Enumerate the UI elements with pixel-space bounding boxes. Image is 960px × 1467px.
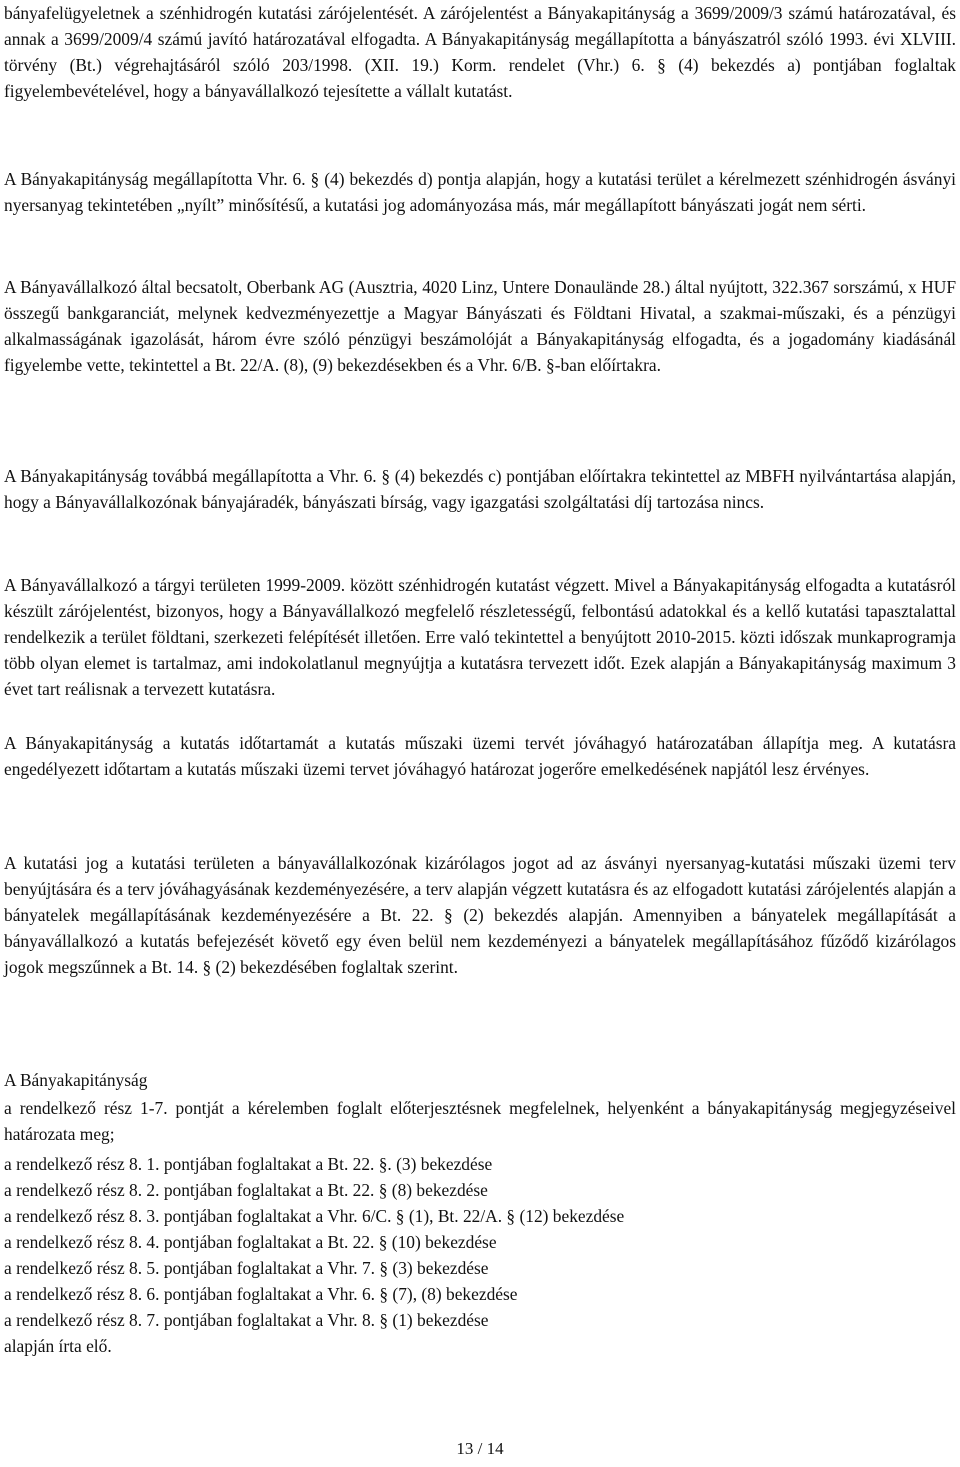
paragraph-3: A Bányavállalkozó által becsatolt, Oberbank AG (Ausztria, 4020 Linz, Untere Donaulände 28.) által nyújtott, 322.367 sorszámú, x HUF összegű bankgaranciát, melynek kedvezményezettje a Magyar Bányászati és Földtani Hivatal, a szakmai-műszaki, és a pénzügyi alkalmasságának igazolását, három évre szóló pénzügyi beszámolóját a Bányakapitányság elfogadta, és a jogadomány kiadásánál figyelembe vette, tekintettel a Bt. 22/A. (8), (9) bekezdésekben és a Vhr. 6/B. §-ban előírtakra. xyxy=(4,277,956,375)
list-item: a rendelkező rész 8. 5. pontjában foglaltakat a Vhr. 7. § (3) bekezdése xyxy=(4,1258,489,1278)
list-item: a rendelkező rész 8. 7. pontjában foglaltakat a Vhr. 8. § (1) bekezdése xyxy=(4,1310,489,1330)
closing-line: alapján írta elő. xyxy=(4,1336,112,1356)
document-page xyxy=(4,0,956,1467)
paragraph-8-heading: A Bányakapitányság xyxy=(4,1070,148,1090)
paragraph-8-body: a rendelkező rész 1-7. pontját a kérelemben foglalt előterjesztésnek megfelelnek, helyenként a bányakapitányság megjegyzéseivel határozata meg; xyxy=(4,1098,956,1144)
paragraph-4: A Bányakapitányság továbbá megállapította a Vhr. 6. § (4) bekezdés c) pontjában előírtakra tekintettel az MBFH nyilvántartása alapján, hogy a Bányavállalkozónak bányajáradék, bányászati bírság, vagy igazgatási szolgáltatási díj tartozása nincs. xyxy=(4,466,956,512)
paragraph-6: A Bányakapitányság a kutatás időtartamát a kutatás műszaki üzemi tervét jóváhagyó határozatában állapítja meg. A kutatásra engedélyezett időtartam a kutatás műszaki üzemi tervet jóváhagyó határozat jogerőre emelkedésének napjától lesz érvényes. xyxy=(4,733,956,779)
list-item: a rendelkező rész 8. 6. pontjában foglaltakat a Vhr. 6. § (7), (8) bekezdése xyxy=(4,1284,518,1304)
list-item: a rendelkező rész 8. 3. pontjában foglaltakat a Vhr. 6/C. § (1), Bt. 22/A. § (12) bekezdése xyxy=(4,1206,625,1226)
list-item: a rendelkező rész 8. 2. pontjában foglaltakat a Bt. 22. § (8) bekezdése xyxy=(4,1180,488,1200)
page-number: 13 / 14 xyxy=(456,1439,504,1458)
list-item: a rendelkező rész 8. 4. pontjában foglaltakat a Bt. 22. § (10) bekezdése xyxy=(4,1232,497,1252)
list-item: a rendelkező rész 8. 1. pontjában foglaltakat a Bt. 22. §. (3) bekezdése xyxy=(4,1154,493,1174)
paragraph-1: bányafelügyeletnek a szénhidrogén kutatási zárójelentését. A zárójelentést a Bányakapitányság a 3699/2009/3 számú határozatával, és annak a 3699/2009/4 számú javító határozatával elfogadta. A Bányakapitányság megállapította a bányászatról szóló 1993. évi XLVIII. törvény (Bt.) végrehajtásáról szóló 203/1998. (XII. 19.) Korm. rendelet (Vhr.) 6. § (4) bekezdés a) pontjában foglaltak figyelembevételével, hogy a bányavállalkozó tejesítette a vállalt kutatást. xyxy=(4,3,956,101)
legal-basis-list xyxy=(4,1151,956,1359)
paragraph-7: A kutatási jog a kutatási területen a bányavállalkozónak kizárólagos jogot ad az ásványi nyersanyag-kutatási műszaki üzemi terv benyújtására és a terv jóváhagyásának kezdeményezésére, a terv alapján végzett kutatásra és az elfogadott kutatási zárójelentés alapján a bányatelek megállapításának kezdeményezésére a Bt. 22. § (2) bekezdés alapján. Amennyiben a bányatelek megállapítását a bányavállalkozó a kutatás befejezését követő egy éven belül nem kezdeményezi a bányatelek megállapításához fűződő kizárólagos jogok megszűnnek a Bt. 14. § (2) bekezdésében foglaltak szerint. xyxy=(4,853,956,977)
paragraph-2: A Bányakapitányság megállapította Vhr. 6. § (4) bekezdés d) pontja alapján, hogy a kutatási terület a kérelmezett szénhidrogén ásványi nyersanyag tekintetében „nyílt” minősítésű, a kutatási jog adományozása más, már megállapított bányászati jogát nem sérti. xyxy=(4,169,956,215)
paragraph-5: A Bányavállalkozó a tárgyi területen 1999-2009. között szénhidrogén kutatást végzett. Mivel a Bányakapitányság elfogadta a kutatásról készült zárójelentést, bizonyos, hogy a Bányavállalkozó megfelelő részletességű, felbontású adatokkal és a kellő kutatási tapasztalattal rendelkezik a terület földtani, szerkezeti felépítését illetően. Erre való tekintettel a benyújtott 2010-2015. közti időszak munkaprogramja több olyan elemet is tartalmaz, ami indokolatlanul megnyújtja a kutatásra tervezett időt. Ezek alapján a Bányakapitányság maximum 3 évet tart reálisnak a tervezett kutatásra. xyxy=(4,575,956,699)
